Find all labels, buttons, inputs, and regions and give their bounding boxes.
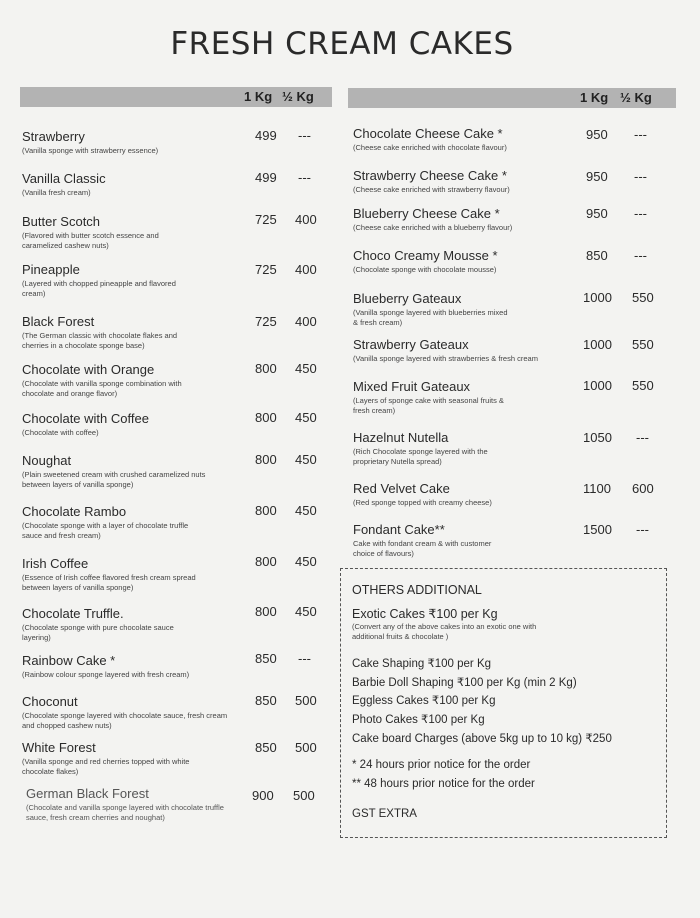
price-half-kg: --- (298, 651, 311, 666)
price-1kg: 499 (255, 128, 277, 143)
price-1kg: 499 (255, 170, 277, 185)
item-name: German Black Forest (26, 786, 149, 801)
item-description: (Layered with chopped pineapple and flavored cream) (22, 279, 176, 298)
item-name: Red Velvet Cake (353, 481, 450, 496)
item-description: (Chocolate sponge layered with chocolate sauce, fresh cream and chopped cashew nuts) (22, 711, 228, 730)
item-name: Strawberry Gateaux (353, 337, 469, 352)
price-1kg: 1100 (583, 481, 611, 496)
price-half-kg: 450 (295, 452, 317, 467)
menu-item (22, 741, 192, 776)
item-description: (Chocolate with coffee) (22, 428, 99, 437)
price-1kg: 950 (586, 127, 608, 142)
header-half-kg: ½ Kg (282, 89, 314, 104)
gst-extra: GST EXTRA (352, 808, 417, 820)
item-description: (Cheese cake enriched with chocolate flavour) (353, 143, 507, 152)
header-half-kg: ½ Kg (620, 90, 652, 105)
price-1kg: 800 (255, 452, 277, 467)
price-half-kg: 400 (295, 314, 317, 329)
item-name: Pineapple (22, 262, 80, 277)
price-half-kg: 600 (632, 481, 654, 496)
item-name: Choco Creamy Mousse * (353, 248, 498, 263)
price-half-kg: --- (634, 127, 647, 142)
item-description: (Chocolate sponge with chocolate mousse) (353, 265, 497, 274)
price-half-kg: 500 (293, 788, 315, 803)
eggless-cakes: Eggless Cakes ₹100 per Kg (352, 695, 496, 707)
item-description: (Vanilla sponge layered with blueberries mixed & fresh cream) (353, 308, 508, 327)
item-description: (Chocolate sponge with pure chocolate sauce layering) (22, 623, 174, 642)
item-name: Vanilla Classic (22, 171, 106, 186)
header-1kg: 1 Kg (580, 90, 609, 105)
right-price-header (348, 88, 676, 108)
exotic-cakes: Exotic Cakes ₹100 per Kg (352, 607, 498, 621)
item-description: (Vanilla sponge and red cherries topped with white chocolate flakes) (22, 757, 190, 776)
price-1kg: 850 (586, 248, 608, 263)
item-name: Irish Coffee (22, 556, 89, 571)
price-1kg: 850 (255, 740, 277, 755)
menu-item (22, 557, 197, 592)
item-description: (Rainbow colour sponge layered with fresh cream) (22, 670, 190, 679)
price-half-kg: --- (636, 522, 649, 537)
price-half-kg: --- (634, 169, 647, 184)
others-heading: OTHERS ADDITIONAL (352, 583, 482, 597)
header-1kg: 1 Kg (244, 89, 273, 104)
menu-item (22, 215, 192, 250)
menu-item (353, 523, 493, 558)
item-name: Butter Scotch (22, 214, 101, 229)
price-half-kg: 400 (295, 212, 317, 227)
price-half-kg: 450 (295, 410, 317, 425)
item-description: (Chocolate sponge with a layer of chocolate truffle sauce and fresh cream) (22, 521, 189, 540)
menu-item (22, 315, 202, 350)
item-description: (Vanilla fresh cream) (22, 188, 91, 197)
item-name: Black Forest (22, 314, 95, 329)
item-description: (Cheese cake enriched with strawberry flavour) (353, 185, 510, 194)
menu-item (22, 263, 182, 298)
menu-item (353, 249, 563, 275)
item-name: Rainbow Cake * (22, 653, 116, 668)
item-name: Strawberry Cheese Cake * (353, 168, 507, 183)
item-description: Cake with fondant cream & with customer choice of flavours) (353, 539, 492, 558)
menu-item (22, 454, 212, 489)
menu-item (353, 380, 513, 415)
menu-item (22, 607, 182, 642)
item-name: White Forest (22, 740, 96, 755)
price-half-kg: --- (298, 170, 311, 185)
price-half-kg: 500 (295, 693, 317, 708)
menu-item (22, 505, 192, 540)
menu-item (22, 363, 197, 398)
item-name: Chocolate with Coffee (22, 411, 149, 426)
price-1kg: 725 (255, 212, 277, 227)
menu-item (353, 169, 563, 195)
price-half-kg: --- (636, 430, 649, 445)
price-1kg: 1500 (583, 522, 612, 537)
item-description: (Vanilla sponge layered with strawberries & fresh cream (353, 354, 538, 363)
menu-item (26, 787, 246, 822)
item-description: (The German classic with chocolate flakes and cherries in a chocolate sponge base) (22, 331, 178, 350)
item-name: Chocolate with Orange (22, 362, 155, 377)
price-half-kg: --- (634, 248, 647, 263)
price-half-kg: 450 (295, 554, 317, 569)
item-name: Noughat (22, 453, 72, 468)
price-1kg: 900 (252, 788, 274, 803)
item-name: Blueberry Cheese Cake * (353, 206, 500, 221)
exotic-cakes-description: (Convert any of the above cakes into an exotic one with additional fruits & chocolate ) (352, 622, 537, 641)
item-name: Fondant Cake** (353, 522, 445, 537)
page-title: FRESH CREAM CAKES (170, 26, 514, 62)
menu-item (353, 207, 563, 233)
price-1kg: 1000 (583, 290, 612, 305)
menu-item (22, 412, 222, 438)
item-name: Hazelnut Nutella (353, 430, 449, 445)
item-description: (Vanilla sponge with strawberry essence) (22, 146, 159, 155)
price-half-kg: 550 (632, 337, 654, 352)
item-description: (Chocolate with vanilla sponge combination with chocolate and orange flavor) (22, 379, 182, 398)
price-half-kg: 450 (295, 604, 317, 619)
price-1kg: 800 (255, 604, 277, 619)
price-1kg: 800 (255, 503, 277, 518)
menu-item (22, 172, 252, 198)
item-description: (Red sponge topped with creamy cheese) (353, 498, 492, 507)
photo-cakes: Photo Cakes ₹100 per Kg (352, 714, 485, 726)
price-1kg: 1000 (583, 337, 612, 352)
price-half-kg: 500 (295, 740, 317, 755)
item-name: Chocolate Cheese Cake * (353, 126, 503, 141)
note-48-hours: ** 48 hours prior notice for the order (352, 778, 535, 790)
price-half-kg: 450 (295, 361, 317, 376)
note-24-hours: * 24 hours prior notice for the order (352, 759, 531, 771)
menu-item (22, 654, 252, 680)
price-half-kg: 550 (632, 290, 654, 305)
price-1kg: 850 (255, 693, 277, 708)
price-1kg: 725 (255, 262, 277, 277)
price-half-kg: 550 (632, 378, 654, 393)
menu-item (353, 127, 563, 153)
item-name: Chocolate Rambo (22, 504, 127, 519)
price-half-kg: 450 (295, 503, 317, 518)
item-name: Strawberry (22, 129, 85, 144)
barbie-doll-shaping: Barbie Doll Shaping ₹100 per Kg (min 2 Kg) (352, 677, 577, 689)
item-name: Chocolate Truffle. (22, 606, 124, 621)
menu-item (353, 338, 578, 364)
price-1kg: 800 (255, 410, 277, 425)
cake-board-charges: Cake board Charges (above 5kg up to 10 kg) ₹250 (352, 733, 612, 745)
menu-item (353, 431, 523, 466)
menu-item (353, 482, 553, 508)
menu-item (22, 695, 232, 730)
left-price-header (20, 87, 332, 107)
item-name: Blueberry Gateaux (353, 291, 462, 306)
price-1kg: 850 (255, 651, 277, 666)
price-1kg: 1000 (583, 378, 612, 393)
item-description: (Layers of sponge cake with seasonal fruits & fresh cream) (353, 396, 504, 415)
price-1kg: 800 (255, 361, 277, 376)
price-1kg: 725 (255, 314, 277, 329)
item-description: (Rich Chocolate sponge layered with the proprietary Nutella spread) (353, 447, 488, 466)
cake-shaping: Cake Shaping ₹100 per Kg (352, 658, 492, 670)
item-description: (Essence of Irish coffee flavored fresh cream spread between layers of vanilla sponge) (22, 573, 196, 592)
item-description: (Flavored with butter scotch essence and caramelized cashew nuts) (22, 231, 159, 250)
item-description: (Plain sweetened cream with crushed caramelized nuts between layers of vanilla sponge) (22, 470, 206, 489)
price-half-kg: --- (298, 128, 311, 143)
price-1kg: 950 (586, 206, 608, 221)
item-description: (Cheese cake enriched with a blueberry flavour) (353, 223, 513, 232)
price-1kg: 950 (586, 169, 608, 184)
price-1kg: 800 (255, 554, 277, 569)
price-1kg: 1050 (583, 430, 612, 445)
item-name: Mixed Fruit Gateaux (353, 379, 471, 394)
menu-item (22, 130, 252, 156)
item-name: Choconut (22, 694, 78, 709)
price-half-kg: 400 (295, 262, 317, 277)
price-half-kg: --- (634, 206, 647, 221)
item-description: (Chocolate and vanilla sponge layered with chocolate truffle sauce, fresh cream cherries and noughat) (26, 803, 224, 822)
menu-item (353, 292, 513, 327)
